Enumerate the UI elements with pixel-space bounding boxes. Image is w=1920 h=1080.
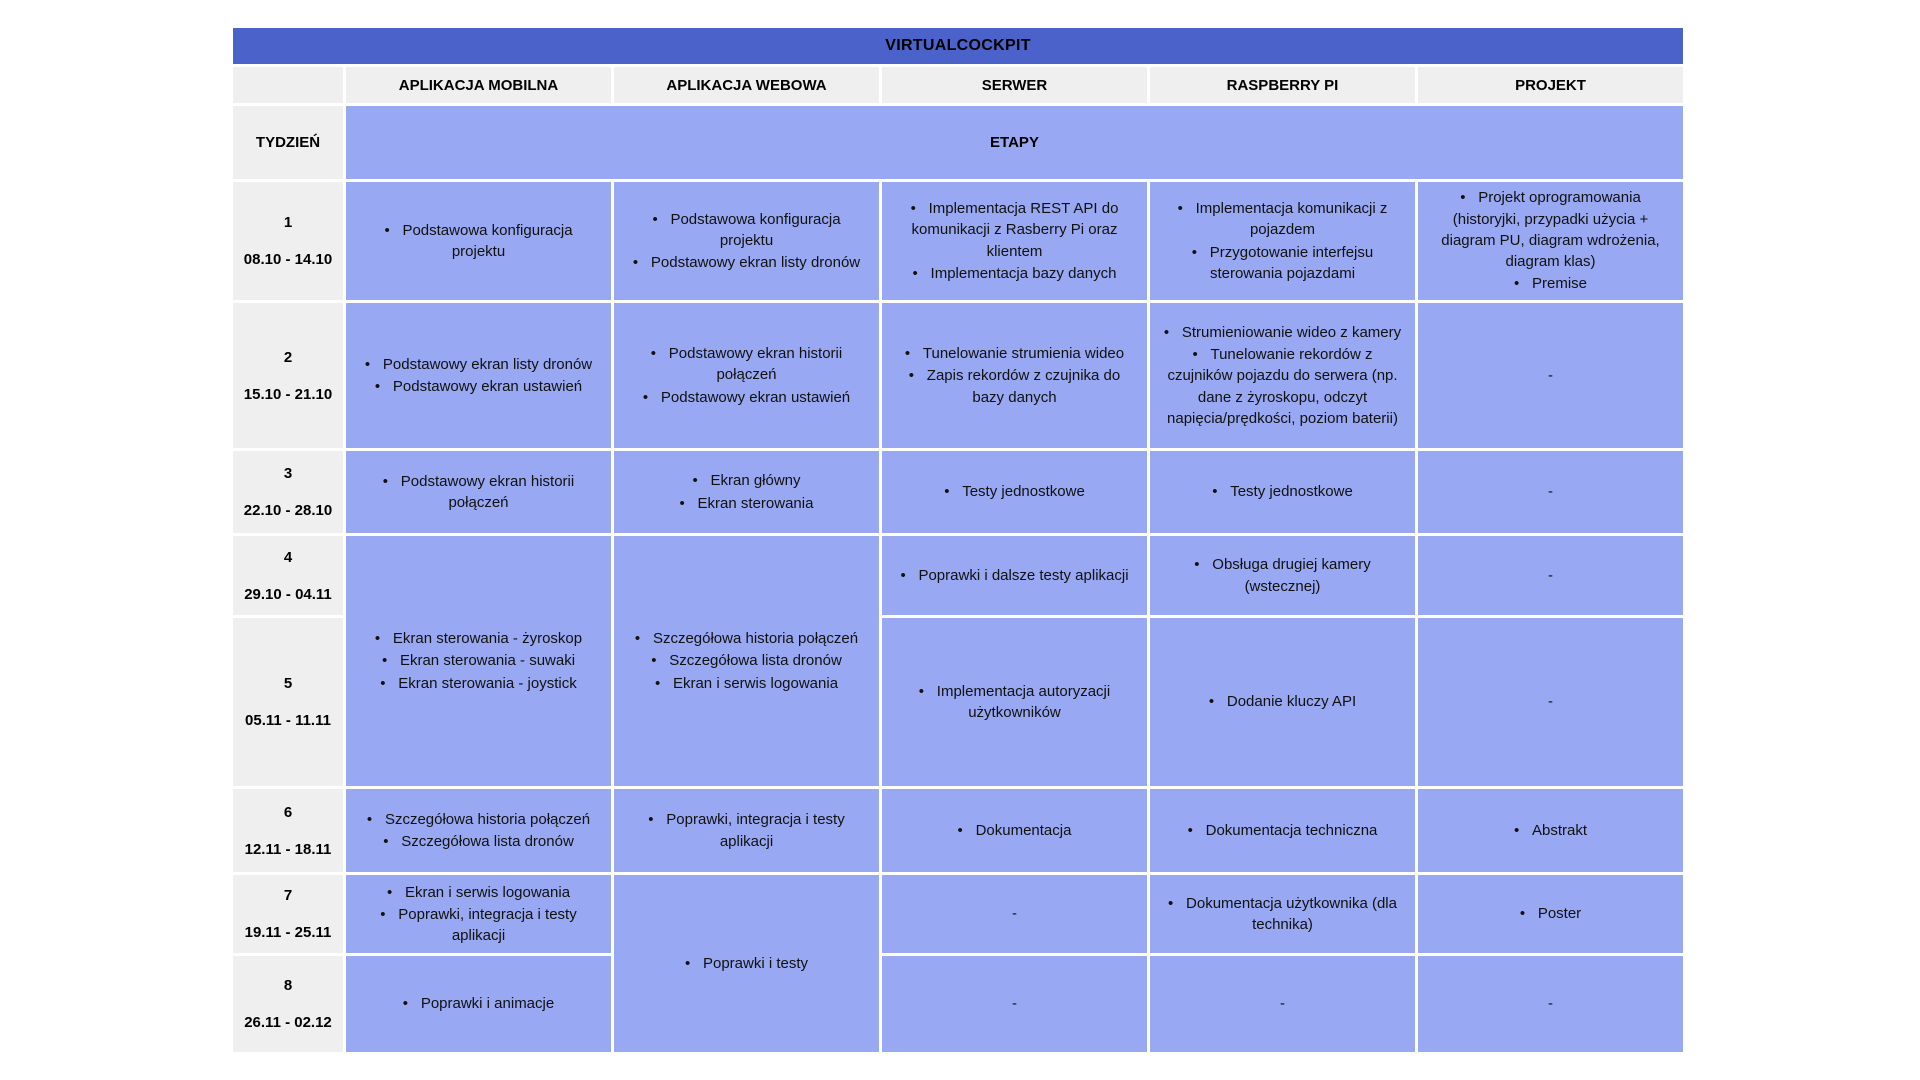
task-list (892, 342, 1137, 409)
task-item: • Ekran główny (624, 470, 869, 491)
task-item: • Podstawowy ekran ustawień (356, 376, 601, 397)
header-aplikacja-webowa: APLIKACJA WEBOWA (614, 67, 879, 103)
task-item: • Testy jednostkowe (1160, 481, 1405, 502)
task-list (1160, 892, 1405, 937)
cell-w5-project: - (1418, 618, 1683, 786)
task-list (892, 197, 1137, 285)
cell-w3-raspberry (1150, 451, 1415, 533)
cell-w8-server: - (882, 956, 1147, 1052)
task-list (356, 627, 601, 695)
cell-w2-server (882, 303, 1147, 448)
week-dates: 29.10 - 04.11 (244, 585, 332, 603)
cell-w8-project: - (1418, 956, 1683, 1052)
task-item: • Dokumentacja użytkownika (dla technika) (1160, 893, 1405, 936)
schedule-grid (233, 28, 1683, 1052)
task-item: • Ekran sterowania - joystick (356, 673, 601, 694)
task-list (1160, 197, 1405, 285)
task-item: • Dodanie kluczy API (1160, 691, 1405, 712)
task-item: • Poprawki i dalsze testy aplikacji (892, 565, 1137, 586)
week-number: 7 (283, 887, 293, 904)
task-item: • Poprawki, integracja i testy aplikacji (356, 904, 601, 947)
cell-w6-project (1418, 789, 1683, 872)
week-number: 3 (283, 465, 293, 482)
task-item: • Projekt oprogramowania (historyjki, przypadki użycia + diagram PU, diagram wdrożenia, diagram klas) (1428, 187, 1673, 272)
cell-w2-mobile (346, 303, 611, 448)
task-item: • Implementacja autoryzacji użytkowników (892, 681, 1137, 724)
week-dates: 15.10 - 21.10 (243, 385, 333, 403)
task-list (356, 470, 601, 515)
task-item: • Szczegółowa historia połączeń (356, 809, 601, 830)
task-list (624, 469, 869, 515)
task-list (1160, 480, 1405, 503)
task-item: • Szczegółowa lista dronów (356, 831, 601, 852)
task-list (1160, 819, 1405, 842)
cell-w2-project: - (1418, 303, 1683, 448)
task-item: • Implementacja komunikacji z pojazdem (1160, 198, 1405, 241)
stages-header: ETAPY (346, 106, 1683, 179)
cell-w1-project (1418, 182, 1683, 300)
header-raspberry-pi: RASPBERRY PI (1150, 67, 1415, 103)
week-dates: 26.11 - 02.12 (244, 1014, 332, 1031)
cell-w4-project: - (1418, 536, 1683, 615)
cell-w3-server (882, 451, 1147, 533)
cell-w7-raspberry (1150, 875, 1415, 953)
task-list (1428, 819, 1673, 842)
cell-w7-project (1418, 875, 1683, 953)
week-label-7 (233, 875, 343, 953)
week-header: TYDZIEŃ (233, 106, 343, 179)
task-item: • Poprawki i animacje (356, 993, 601, 1014)
cell-w7-mobile (346, 875, 611, 953)
cell-w2-raspberry (1150, 303, 1415, 448)
week-dates: 12.11 - 18.11 (244, 840, 332, 858)
task-item: • Podstawowy ekran listy dronów (624, 252, 869, 273)
cell-w4-5-mobile (346, 536, 611, 786)
cell-w6-web (614, 789, 879, 872)
task-item: • Implementacja REST API do komunikacji z Rasberry Pi oraz klientem (892, 198, 1137, 262)
week-label-4 (233, 536, 343, 615)
task-list (624, 208, 869, 275)
task-item: • Implementacja bazy danych (892, 263, 1137, 284)
cell-w6-mobile (346, 789, 611, 872)
week-dates: 05.11 - 11.11 (245, 712, 331, 729)
task-list (892, 680, 1137, 725)
cell-w4-server (882, 536, 1147, 615)
task-item: • Podstawowy ekran ustawień (624, 387, 869, 408)
week-number: 6 (283, 803, 293, 821)
header-blank (233, 67, 343, 103)
task-item: • Szczegółowa lista dronów (624, 650, 869, 671)
task-list (356, 353, 601, 399)
task-list (892, 480, 1137, 503)
cell-w3-mobile (346, 451, 611, 533)
task-item: • Podstawowy ekran historii połączeń (624, 343, 869, 386)
task-item: • Testy jednostkowe (892, 481, 1137, 502)
task-item: • Zapis rekordów z czujnika do bazy danych (892, 365, 1137, 408)
week-number: 1 (283, 214, 293, 231)
task-item: • Poster (1428, 903, 1673, 924)
task-item: • Ekran i serwis logowania (624, 673, 869, 694)
week-label-8 (233, 956, 343, 1052)
week-label-1 (233, 182, 343, 300)
cell-w7-server: - (882, 875, 1147, 953)
header-aplikacja-mobilna: APLIKACJA MOBILNA (346, 67, 611, 103)
cell-w8-mobile (346, 956, 611, 1052)
task-item: • Poprawki, integracja i testy aplikacji (624, 809, 869, 852)
cell-w3-project: - (1418, 451, 1683, 533)
cell-w1-mobile (346, 182, 611, 300)
task-list (356, 808, 601, 854)
cell-w2-web (614, 303, 879, 448)
task-item: • Podstawowy ekran listy dronów (356, 354, 601, 375)
cell-w6-raspberry (1150, 789, 1415, 872)
task-list (356, 881, 601, 948)
cell-w7-8-web (614, 875, 879, 1052)
cell-w8-raspberry: - (1150, 956, 1415, 1052)
header-projekt: PROJEKT (1418, 67, 1683, 103)
week-number: 4 (283, 548, 293, 566)
week-number: 5 (283, 675, 293, 692)
task-list (892, 819, 1137, 842)
schedule-table (233, 28, 1683, 1052)
task-item: • Abstrakt (1428, 820, 1673, 841)
cell-w6-server (882, 789, 1147, 872)
task-item: • Ekran sterowania - suwaki (356, 650, 601, 671)
cell-w3-web (614, 451, 879, 533)
task-item: • Szczegółowa historia połączeń (624, 628, 869, 649)
task-list (1428, 902, 1673, 925)
task-list (624, 342, 869, 409)
week-label-5 (233, 618, 343, 786)
task-list (1428, 186, 1673, 295)
cell-w1-raspberry (1150, 182, 1415, 300)
task-item: • Ekran sterowania (624, 493, 869, 514)
task-item: • Dokumentacja (892, 820, 1137, 841)
task-list (356, 219, 601, 264)
task-list (1160, 690, 1405, 713)
task-list (356, 992, 601, 1015)
task-item: • Strumieniowanie wideo z kamery (1160, 322, 1405, 343)
header-serwer: SERWER (882, 67, 1147, 103)
week-label-2 (233, 303, 343, 448)
task-item: • Premise (1428, 273, 1673, 294)
week-dates: 22.10 - 28.10 (243, 502, 333, 519)
task-item: • Ekran sterowania - żyroskop (356, 628, 601, 649)
cell-w4-5-web (614, 536, 879, 786)
task-list (892, 564, 1137, 587)
task-item: • Obsługa drugiej kamery (wstecznej) (1160, 554, 1405, 597)
task-item: • Poprawki i testy (624, 953, 869, 974)
cell-w4-raspberry (1150, 536, 1415, 615)
week-dates: 08.10 - 14.10 (243, 251, 333, 268)
task-item: • Przygotowanie interfejsu sterowania pojazdami (1160, 242, 1405, 285)
cell-w1-server (882, 182, 1147, 300)
task-list (624, 952, 869, 975)
week-label-6 (233, 789, 343, 872)
task-item: • Tunelowanie strumienia wideo (892, 343, 1137, 364)
week-number: 2 (283, 348, 293, 366)
task-list (1160, 553, 1405, 598)
task-list (624, 808, 869, 853)
task-item: • Tunelowanie rekordów z czujników pojazdu do serwera (np. dane z żyroskopu, odczyt napięcia/prędkości, poziom baterii) (1160, 344, 1405, 429)
task-item: • Podstawowa konfiguracja projektu (356, 220, 601, 263)
cell-w5-server (882, 618, 1147, 786)
week-number: 8 (283, 977, 293, 994)
task-item: • Podstawowa konfiguracja projektu (624, 209, 869, 252)
task-item: • Dokumentacja techniczna (1160, 820, 1405, 841)
page-title: VIRTUALCOCKPIT (233, 28, 1683, 64)
task-list (1160, 321, 1405, 430)
task-item: • Ekran i serwis logowania (356, 882, 601, 903)
week-dates: 19.11 - 25.11 (244, 924, 332, 941)
task-list (624, 627, 869, 695)
cell-w1-web (614, 182, 879, 300)
week-label-3 (233, 451, 343, 533)
cell-w5-raspberry (1150, 618, 1415, 786)
task-item: • Podstawowy ekran historii połączeń (356, 471, 601, 514)
